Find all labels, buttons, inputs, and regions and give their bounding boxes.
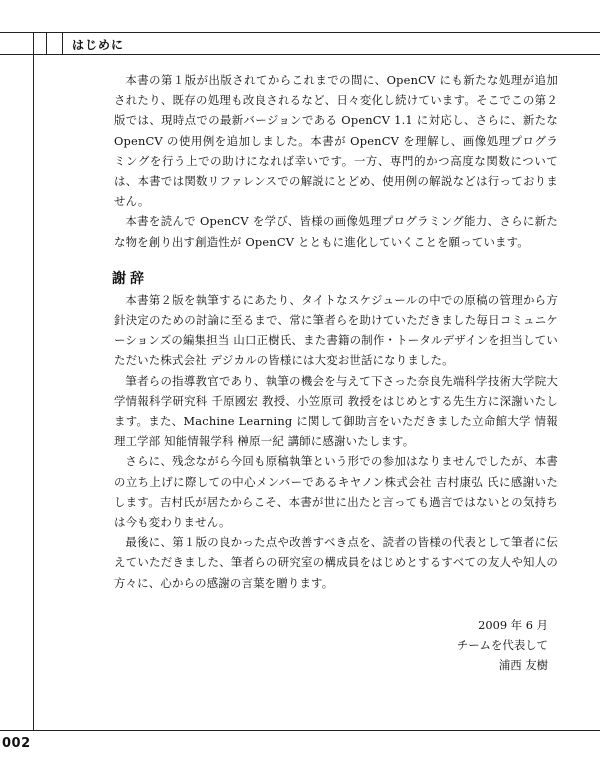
- signature-author: 浦西 友樹: [498, 658, 548, 673]
- signature-block: [114, 615, 558, 676]
- page-number: 002: [2, 736, 31, 751]
- acknowledgement-paragraph: さらに、残念ながら今回も原稿執筆という形での参加はなりませんでしたが、本書の立ち上げに際しての中心メンバーであるキヤノン株式会社 吉村康弘 氏に感謝いたします。吉村氏が居たからこそ、本書が世に出たと言っても過言ではないとの気持ちは今も変わりません。: [114, 454, 558, 530]
- header-divider: [46, 32, 47, 54]
- acknowledgement-paragraph: 本書第２版を執筆するにあたり、タイトなスケジュールの中での原稿の管理から方針決定のための討論に至るまで、常に筆者らを助けていただきました毎日コミュニケーションズの編集担当 山口正樹氏、また書籍の制作・トータルデザインを担当していただいた株式会社 デジカルの皆様には大変お世話になりました。: [114, 292, 558, 368]
- footer-rule: [0, 730, 600, 731]
- header-divider: [33, 32, 34, 54]
- frame-line-left: [33, 54, 34, 730]
- acknowledgement-paragraph: 最後に、第１版の良かった点や改善すべき点を、読者の皆様の代表として筆者に伝えていただきました、筆者らの研究室の構成員をはじめとするすべての友人や知人の方々に、心からの感謝の言葉を贈ります。: [114, 535, 558, 590]
- acknowledgements-heading: 謝辞: [112, 270, 148, 287]
- intro-paragraph: 本書の第１版が出版されてからこれまでの間に、OpenCV にも新たな処理が追加されたり、既存の処理も改良されるなど、日々変化し続けています。そこでこの第２版では、現時点での最新バージョンである OpenCV 1.1 に対応し、さらに、新たな OpenCV の使用例を追加しました。本書が OpenCV を理解し、画像処理プログラミングを行う上での助けになれば幸いです。一方、専門的かつ高度な関数については、本書では関数リファレンスでの解説にとどめ、使用例の解説などは行っておりません。: [114, 73, 558, 209]
- intro-paragraph: 本書を読んで OpenCV を学び、皆様の画像処理プログラミング能力、さらに新たな物を創り出す創造性が OpenCV とともに進化していくことを願っています。: [114, 214, 558, 249]
- signature-date: 2009 年 6 月: [478, 617, 548, 632]
- page-content: [114, 70, 558, 675]
- header-divider: [62, 32, 63, 54]
- chapter-title: はじめに: [72, 38, 125, 52]
- acknowledgement-paragraph: 筆者らの指導教官であり、執筆の機会を与えて下さった奈良先端科学技術大学院大学情報科学研究科 千原國宏 教授、小笠原司 教授をはじめとする先生方に深謝いたします。また、Machine Learning に関して御助言をいただきました立命館大学 情報理工学部 知能情報学科 榊原一紀 講師に感謝いたします。: [114, 373, 558, 449]
- signature-team: チームを代表して: [456, 638, 548, 653]
